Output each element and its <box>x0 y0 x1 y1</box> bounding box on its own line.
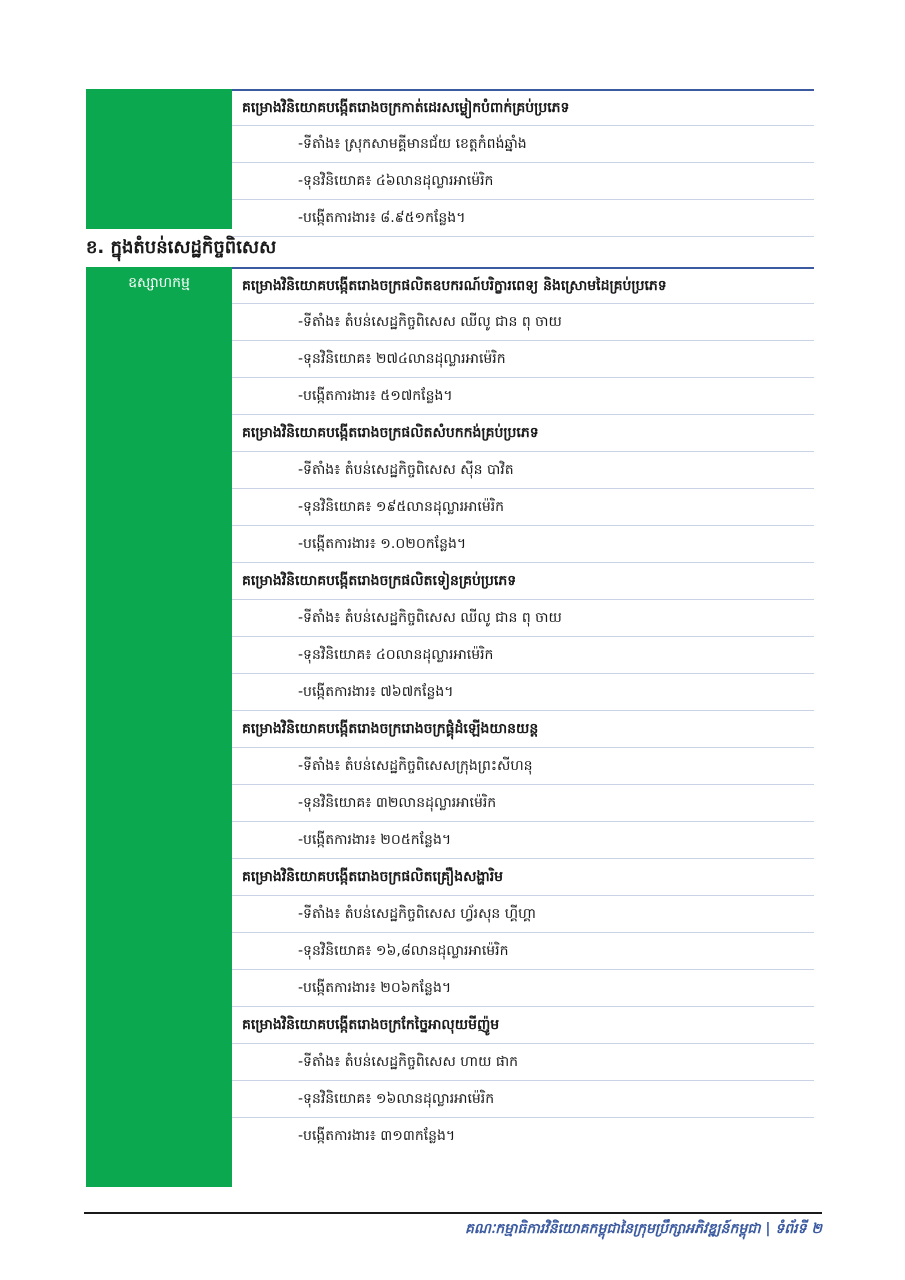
project-title: គម្រោងវិនិយោគបង្កើតរោងចក្រកាត់ដេរសម្លៀកបំពាក់គ្រប់ប្រភេទ <box>242 99 570 116</box>
project-location: -ទីតាំង៖ តំបន់សេដ្ឋកិច្ចពិសេស ហ្វ័រសុន ហ្គីហ្គា <box>298 905 536 922</box>
project-location-row <box>232 126 814 163</box>
project-capital-row <box>232 637 814 674</box>
project-location-row <box>232 304 814 341</box>
project-jobs-row <box>232 200 814 237</box>
project-location: -ទីតាំង៖ តំបន់សេដ្ឋកិច្ចពិសេសក្រុងព្រះសីហនុ <box>298 757 533 774</box>
project-title: គម្រោងវិនិយោគបង្កើតរោងចក្រផលិតឧបករណ៍បរិក្ខារពេទ្យ និងស្រោមដៃគ្រប់ប្រភេទ <box>242 277 667 294</box>
project-title: គម្រោងវិនិយោគបង្កើតរោងចក្រផលិតគ្រឿងសង្ហារិម <box>242 868 504 885</box>
project-jobs-row <box>232 970 814 1007</box>
project-capital: -ទុនវិនិយោគ៖ ១៦លានដុល្លារអាម៉េរិក <box>298 1090 495 1107</box>
footer-divider <box>84 1212 822 1214</box>
project-location-row <box>232 1044 814 1081</box>
top-project-table <box>86 89 814 229</box>
top-rows <box>232 89 814 237</box>
project-capital: -ទុនវិនិយោគ៖ ៣២លានដុល្លារអាម៉េរិក <box>298 794 497 811</box>
project-jobs-row <box>232 822 814 859</box>
project-location: -ទីតាំង៖ តំបន់សេដ្ឋកិច្ចពិសេស ស៊ីន បាវិត <box>298 461 514 478</box>
project-title-row <box>232 415 814 452</box>
project-capital: -ទុនវិនិយោគ៖ ១៦,៨លានដុល្លារអាម៉េរិក <box>298 942 509 959</box>
project-location-row <box>232 452 814 489</box>
project-title-row <box>232 1007 814 1044</box>
project-title: គម្រោងវិនិយោគបង្កើតរោងចក្រផលិតសំបកកង់គ្រប់ប្រភេទ <box>242 424 539 441</box>
project-title: គម្រោងវិនិយោគបង្កើតរោងចក្រផលិតទៀនគ្រប់ប្រភេទ <box>242 572 517 589</box>
project-title: គម្រោងវិនិយោគបង្កើតរោងចក្ររោងចក្រផ្គុំដំឡើងយានយន្ត <box>242 720 539 737</box>
project-jobs: -បង្កើតការងារ៖ ៣១៣កន្លែង។ <box>298 1128 456 1144</box>
project-jobs: -បង្កើតការងារ៖ ២០៦កន្លែង។ <box>298 979 452 996</box>
project-capital-row <box>232 341 814 378</box>
sector-label: ឧស្សាហកម្ម <box>128 275 190 291</box>
project-capital-row <box>232 489 814 526</box>
project-title: គម្រោងវិនិយោគបង្កើតរោងចក្រកែច្នៃអាលុយមីញ៉ូម <box>242 1016 500 1033</box>
sector-column <box>86 89 232 229</box>
project-capital: -ទុនវិនិយោគ៖ ២៧៤លានដុល្លារអាម៉េរិក <box>298 350 506 367</box>
project-capital-row <box>232 163 814 200</box>
project-jobs: -បង្កើតការងារ៖ ៥១៧កន្លែង។ <box>298 387 453 404</box>
project-location: -ទីតាំង៖ តំបន់សេដ្ឋកិច្ចពិសេស ឈីលូ ជាន ពុ ចាយ <box>298 313 562 330</box>
project-jobs: -បង្កើតការងារ៖ ១.០២០កន្លែង។ <box>298 535 467 552</box>
project-jobs: -បង្កើតការងារ៖ ៧៦៧កន្លែង។ <box>298 683 454 700</box>
project-location-row <box>232 748 814 785</box>
project-location: -ទីតាំង៖ ស្រុកសាមគ្គីមានជ័យ ខេត្តកំពង់ឆ្នាំង <box>298 135 527 152</box>
project-capital: -ទុនវិនិយោគ៖ ៤៦លានដុល្លារអាម៉េរិក <box>298 172 494 189</box>
project-jobs: -បង្កើតការងារ៖ ៨.៩៥១កន្លែង។ <box>298 209 466 226</box>
sez-rows <box>232 267 814 1155</box>
project-title-row <box>232 859 814 896</box>
project-capital-row <box>232 785 814 822</box>
project-title-row <box>232 267 814 304</box>
project-location-row <box>232 600 814 637</box>
sector-column <box>86 267 232 1187</box>
project-capital: -ទុនវិនិយោគ៖ ១៩៥លានដុល្លារអាម៉េរិក <box>298 498 505 515</box>
project-location: -ទីតាំង៖ តំបន់សេដ្ឋកិច្ចពិសេស ហាយ ផាក <box>298 1053 519 1070</box>
project-jobs: -បង្កើតការងារ៖ ២០៥កន្លែង។ <box>298 831 452 848</box>
project-location: -ទីតាំង៖ តំបន់សេដ្ឋកិច្ចពិសេស ឈីលូ ជាន ពុ ចាយ <box>298 609 562 626</box>
project-jobs-row <box>232 526 814 563</box>
project-location-row <box>232 896 814 933</box>
project-title-row <box>232 89 814 126</box>
project-title-row <box>232 563 814 600</box>
project-jobs-row <box>232 378 814 415</box>
footer-text: គណៈកម្មាធិការវិនិយោគកម្ពុជានៃក្រុមប្រឹក្សាអភិវឌ្ឍន៍កម្ពុជា | ទំព័រទី ២ <box>465 1221 822 1237</box>
project-jobs-row <box>232 674 814 711</box>
project-capital-row <box>232 933 814 970</box>
sez-project-table <box>86 267 814 1187</box>
project-capital-row <box>232 1081 814 1118</box>
project-jobs-row <box>232 1118 814 1155</box>
project-title-row <box>232 711 814 748</box>
section-heading: ខ. ក្នុងតំបន់សេដ្ឋកិច្ចពិសេស <box>86 237 277 258</box>
project-capital: -ទុនវិនិយោគ៖ ៤០លានដុល្លារអាម៉េរិក <box>298 646 494 663</box>
